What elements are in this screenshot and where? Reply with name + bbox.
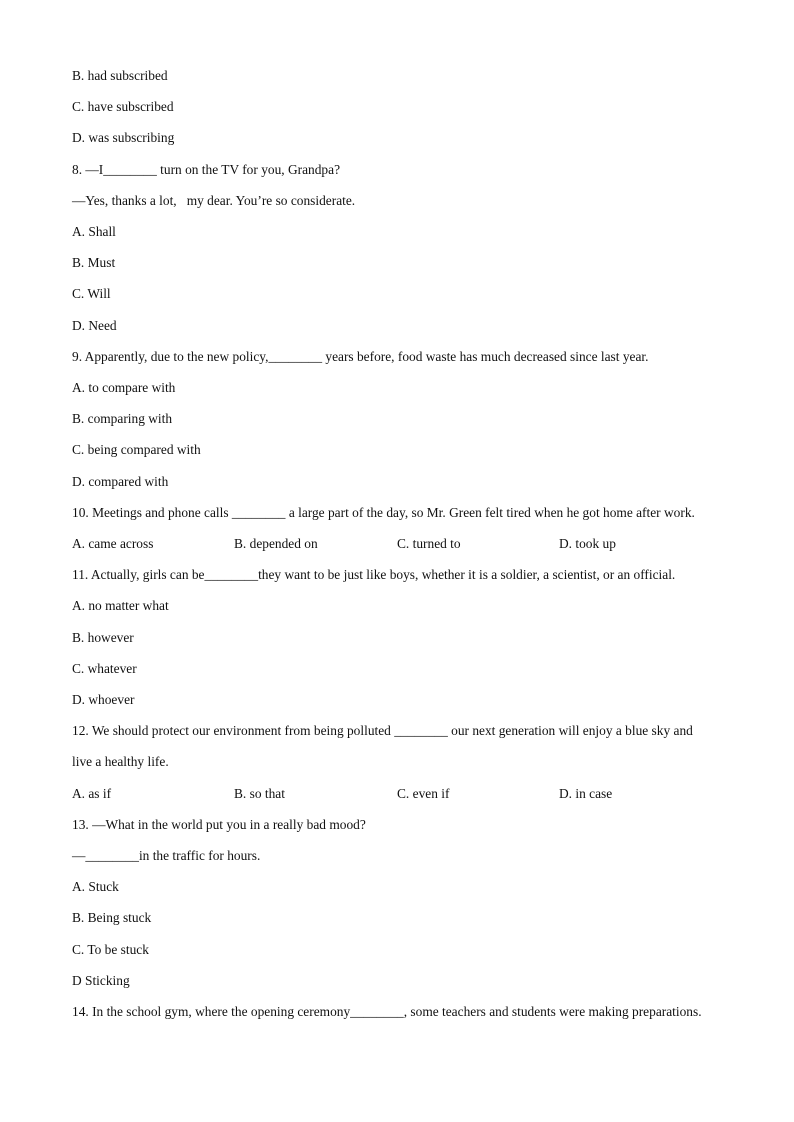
q13-option-c: C. To be stuck xyxy=(72,942,149,957)
q12-option-a: A. as if xyxy=(72,786,112,801)
q13-response: —________in the traffic for hours. xyxy=(72,848,261,863)
q8-stem: 8. —I________ turn on the TV for you, Grandpa? xyxy=(72,162,341,177)
q12-option-b: B. so that xyxy=(234,786,285,801)
q11-option-d: D. whoever xyxy=(72,692,135,707)
q11-option-a: A. no matter what xyxy=(72,598,169,613)
q13-option-b: B. Being stuck xyxy=(72,910,152,925)
q10-option-c: C. turned to xyxy=(397,536,461,551)
q9-option-c: C. being compared with xyxy=(72,442,201,457)
q11-stem: 11. Actually, girls can be________they want to be just like boys, whether it is a soldier, a scientist, or an official. xyxy=(72,567,676,582)
q8-option-c: C. Will xyxy=(72,286,111,301)
q8-option-a: A. Shall xyxy=(72,224,116,239)
q7-option-b: B. had subscribed xyxy=(72,68,168,83)
q11-option-b: B. however xyxy=(72,630,134,645)
q8-response: —Yes, thanks a lot, my dear. You’re so considerate. xyxy=(72,193,356,208)
q8-option-d: D. Need xyxy=(72,318,117,333)
q9-option-b: B. comparing with xyxy=(72,411,173,426)
q9-option-a: A. to compare with xyxy=(72,380,176,395)
q10-option-d: D. took up xyxy=(559,536,616,551)
q10-stem: 10. Meetings and phone calls ________ a large part of the day, so Mr. Green felt tired when he got home after work. xyxy=(72,505,695,520)
q7-option-d: D. was subscribing xyxy=(72,130,175,145)
q10-option-b: B. depended on xyxy=(234,536,318,551)
q12-stem: 12. We should protect our environment from being polluted ________ our next generation will enjoy a blue sky and xyxy=(72,723,693,738)
q9-option-d: D. compared with xyxy=(72,474,169,489)
q10-option-a: A. came across xyxy=(72,536,154,551)
q12-option-d: D. in case xyxy=(559,786,613,801)
q13-option-a: A. Stuck xyxy=(72,879,119,894)
q14-stem: 14. In the school gym, where the opening ceremony________, some teachers and students were making preparations. xyxy=(72,1004,702,1019)
q8-option-b: B. Must xyxy=(72,255,116,270)
q12-stem-continued: live a healthy life. xyxy=(72,754,169,769)
q13-stem: 13. —What in the world put you in a really bad mood? xyxy=(72,817,366,832)
q7-option-c: C. have subscribed xyxy=(72,99,174,114)
q12-option-c: C. even if xyxy=(397,786,450,801)
q13-option-d: D Sticking xyxy=(72,973,130,988)
q11-option-c: C. whatever xyxy=(72,661,137,676)
q9-stem: 9. Apparently, due to the new policy,________ years before, food waste has much decreased since last year. xyxy=(72,349,649,364)
